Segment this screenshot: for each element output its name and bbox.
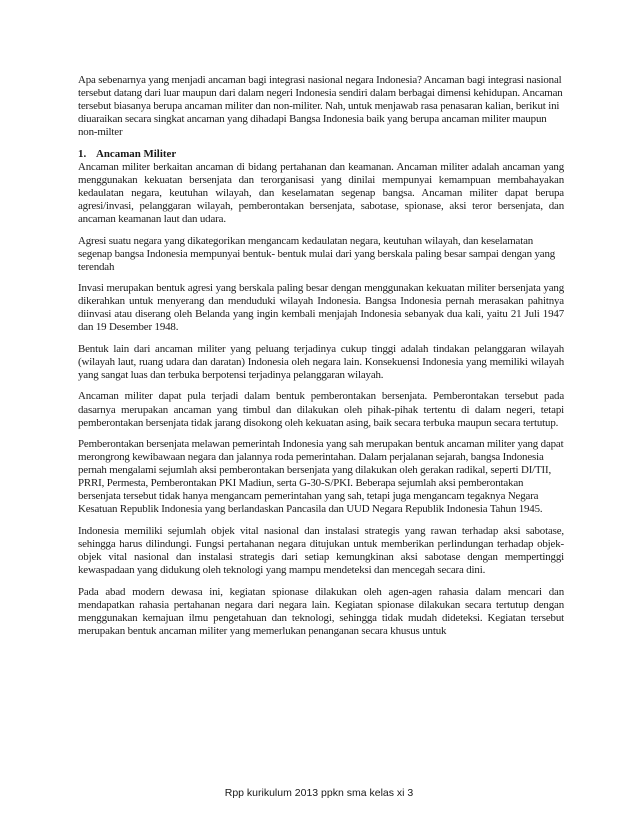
intro-paragraph: Apa sebenarnya yang menjadi ancaman bagi integrasi nasional negara Indonesia? Ancaman bagi integrasi nasional tersebut datang dari luar maupun dari dalam negeri Indonesia sendiri dalam berbagai dimensi kehidupan. Ancaman tersebut biasanya berupa ancaman militer dan non-militer. Nah, untuk menjawab rasa penasaran kalian, berikut ini diuaraikan secara singkat ancaman yang dihadapi Bangsa Indonesia baik yang berupa ancaman militer maupun non-milter bbox=[78, 74, 563, 139]
paragraph: Ancaman militer dapat pula terjadi dalam bentuk pemberontakan bersenjata. Pemberontakan tersebut pada dasarnya merupakan ancaman yang timbul dan dilakukan oleh pihak-pihak tertentu di dalam negeri, tetapi pemberontakan bersenjata tidak jarang disokong oleh kekuatan asing, baik secara terbuka maupun secara tertutup. bbox=[78, 390, 564, 429]
section-title: Ancaman Militer bbox=[96, 147, 177, 160]
page-footer: Rpp kurikulum 2013 ppkn sma kelas xi 3 bbox=[224, 787, 414, 799]
paragraph: Pemberontakan bersenjata melawan pemerintah Indonesia yang sah merupakan bentuk ancaman militer yang dapat merongrong kewibawaan negara dan jalannya roda pemerintahan. Dalam perjalanan sejarah, bangsa Indonesia pernah mengalami sejumlah aksi pemberontakan bersenjata yang dilakukan oleh gerakan radikal, seperti DI/TII, PRRI, Permesta, Pemberontakan PKI Madiun, serta G-30-S/PKI. Beberapa sejumlah aksi pemberontakan bersenjata tersebut tidak hanya mengancam pemerintahan yang sah, tetapi juga mengancam tegaknya Negara Kesatuan Republik Indonesia yang berlandaskan Pancasila dan UUD Negara Republik Indonesia Tahun 1945. bbox=[78, 438, 564, 516]
paragraph: Agresi suatu negara yang dikategorikan mengancam kedaulatan negara, keutuhan wilayah, dan keselamatan segenap bangsa Indonesia mempunyai bentuk- bentuk mulai dari yang berskala paling besar sampai dengan yang terendah bbox=[78, 234, 556, 273]
section-number: 1. bbox=[78, 147, 87, 160]
paragraph: Pada abad modern dewasa ini, kegiatan spionase dilakukan oleh agen-agen rahasia dalam mencari dan mendapatkan rahasia pertahanan negara dari negara lain. Kegiatan spionase dilakukan secara tertutup dengan menggunakan kemajuan ilmu pengetahuan dan teknologi, sehingga tidak mudah dideteksi. Kegiatan tersebut merupakan bentuk ancaman militer yang memerlukan penanganan secara khusus untuk bbox=[78, 585, 564, 637]
paragraph: Ancaman militer berkaitan ancaman di bidang pertahanan dan keamanan. Ancaman militer adalah ancaman yang menggunakan kekuatan bersenjata dan terorganisasi yang dinilai mempunyai kemampuan membahayakan kedaulatan negara, keutuhan wilayah, dan keselamatan segenap bangsa. Ancaman militer dapat berupa agresi/invasi, pelanggaran wilayah, pemberontakan bersenjata, sabotase, spionase, aksi teror bersenjata, dan ancaman keamanan laut dan udara. bbox=[78, 160, 564, 225]
paragraph: Indonesia memiliki sejumlah objek vital nasional dan instalasi strategis yang rawan terhadap aksi sabotase, sehingga harus dilindungi. Fungsi pertahanan negara ditujukan untuk memberikan perlindungan terhadap objek-objek vital nasional dan instalasi strategis dari setiap kemungkinan aksi sabotase dengan mempertinggi kewaspadaan yang didukung oleh teknologi yang mampu mendeteksi dan mencegah secara dini. bbox=[78, 524, 564, 577]
section-heading bbox=[78, 148, 564, 161]
paragraph: Bentuk lain dari ancaman militer yang peluang terjadinya cukup tinggi adalah tindakan pelanggaran wilayah (wilayah laut, ruang udara dan daratan) Indonesia oleh negara lain. Konsekuensi Indonesia yang memiliki wilayah yang sangat luas dan terbuka berpotensi terjadinya pelanggaran wilayah. bbox=[78, 342, 564, 381]
paragraph: Invasi merupakan bentuk agresi yang berskala paling besar dengan menggunakan kekuatan militer bersenjata yang dikerahkan untuk menyerang dan menduduki wilayah Indonesia. Bangsa Indonesia pernah merasakan pahitnya diinvasi atau diserang oleh Belanda yang ingin kembali menjajah Indonesia sebanyak dua kali, yaitu 21 Juli 1947 dan 19 Desember 1948. bbox=[78, 282, 564, 334]
document-body bbox=[78, 74, 564, 646]
